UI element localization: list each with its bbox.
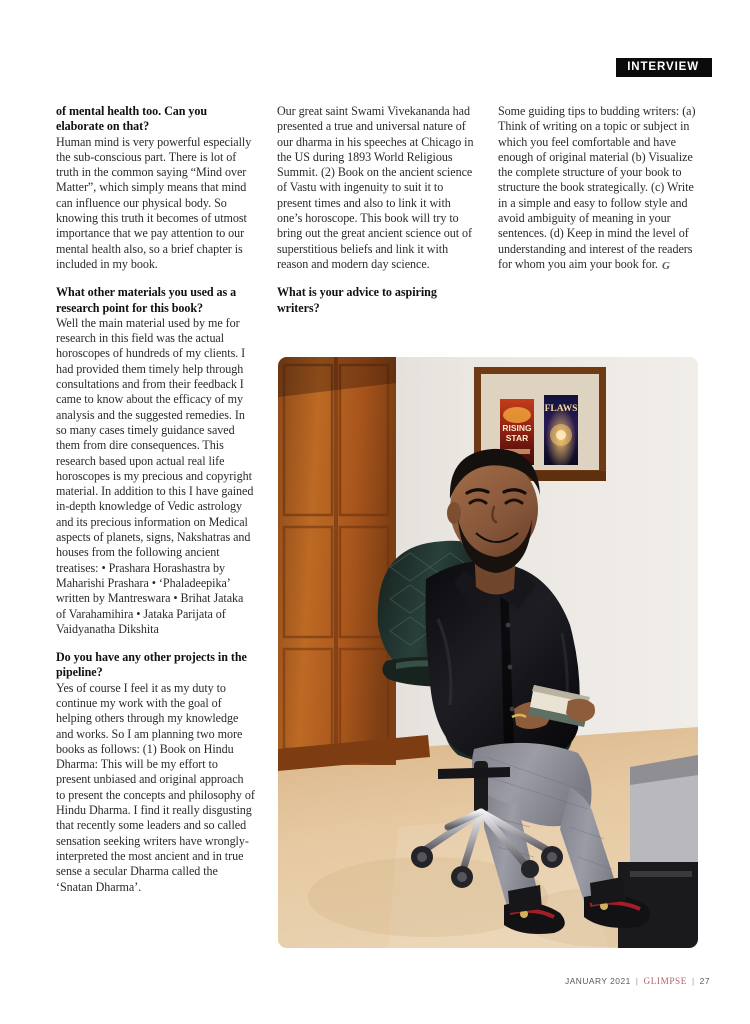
question-heading: What other materials you used as a research point for this book? — [56, 285, 237, 315]
answer-text: Yes of course I feel it as my duty to continue my work with the goal of helping others through my knowledge and works. So I am planning two more books as follows: (1) Book on Hindu Dharma: This will be my effort to present unbiased and original approach to present the concepts and philosophy of Hindu Dharma. I find it really disgusting that recently some leaders and so called sensation seeking writers have wrongly-interpreted the most ancient and in true sense a secular Dharma called the ‘Snatan Dharma’. — [56, 680, 255, 894]
answer-text — [498, 104, 697, 273]
qa-block — [277, 104, 476, 272]
interview-photo — [278, 357, 698, 948]
answer-text: Well the main material used by me for research in this field was the actual horoscopes of hundreds of my clients. I had provided them timely help through consultations and from their feedback I came to know about the efficacy of my analysis and the suggested remedies. In so many cases timely guidance saved them from dire consequences. This research based upon actual real life horoscopes is my precious and copyright material. In addition to this I have gained in-depth knowledge of Vedic astrology and its precious information on Medical aspects of planets, signs, Nakshatras and houses from the following ancient treatises: • Prashara Horashastra by Maharishi Prashara • ‘Phaladeepika’ written by Mantreswara • Brihat Jataka of Varahamihira • Jataka Parijata of Vaidyanatha Dikshita — [56, 315, 254, 636]
svg-text:RISING: RISING — [502, 423, 532, 433]
svg-text:FLAWS: FLAWS — [544, 404, 578, 414]
glimpse-endmark-icon: G — [662, 259, 670, 272]
footer-separator-2: | — [691, 976, 695, 986]
qa-block — [56, 104, 255, 272]
qa-block — [56, 650, 255, 895]
question-heading: What is your advice to aspiring writers? — [277, 285, 437, 315]
footer-separator-1: | — [635, 976, 639, 986]
section-label: INTERVIEW — [627, 60, 699, 73]
answer-body: Some guiding tips to budding writers: (a) Think of writing on a topic or subject in which you feel comfortable and have enough of original material (b) Visualize the complete structure of your book to structure the book strategically. (c) Write in a simple and easy to follow style and avoid ambiguity of meaning in your sentences. (d) Keep in mind the level of understanding and interest of the readers for whom you aim your book for. — [498, 104, 696, 271]
question-heading: Do you have any other projects in the pipeline? — [56, 650, 247, 680]
question-heading: of mental health too. Can you elaborate on that? — [56, 104, 208, 134]
answer-text: Our great saint Swami Vivekananda had presented a true and universal nature of our dharma in his speeches at Chicago in the US during 1893 World Religious Summit. (2) Book on the ancient science of Vastu with ingenuity to suit it to present times and also to link it with one’s horoscope. This book will try to bring out the great ancient science out of superstitious beliefs and link it with reason and modern day science. — [277, 104, 474, 271]
qa-block — [277, 285, 476, 316]
page-footer — [565, 976, 710, 986]
photo-illustration — [278, 357, 698, 948]
answer-text: Human mind is very powerful especially the sub-conscious part. There is lot of truth in the common saying “Mind over Matter”, which simply means that mind can influence our physical body. So knowing this truth it becomes of utmost importance that we pay attention to our mental health also, so a brief chapter is included in my book. — [56, 134, 252, 271]
svg-text:STAR: STAR — [505, 433, 529, 443]
footer-issue: JANUARY 2021 — [565, 976, 631, 986]
column-1 — [56, 104, 255, 895]
footer-page-number: 27 — [699, 976, 710, 986]
qa-block — [56, 285, 255, 637]
footer-brand: GLIMPSE — [643, 976, 687, 986]
qa-block — [498, 104, 697, 273]
section-header-bar — [616, 58, 712, 77]
